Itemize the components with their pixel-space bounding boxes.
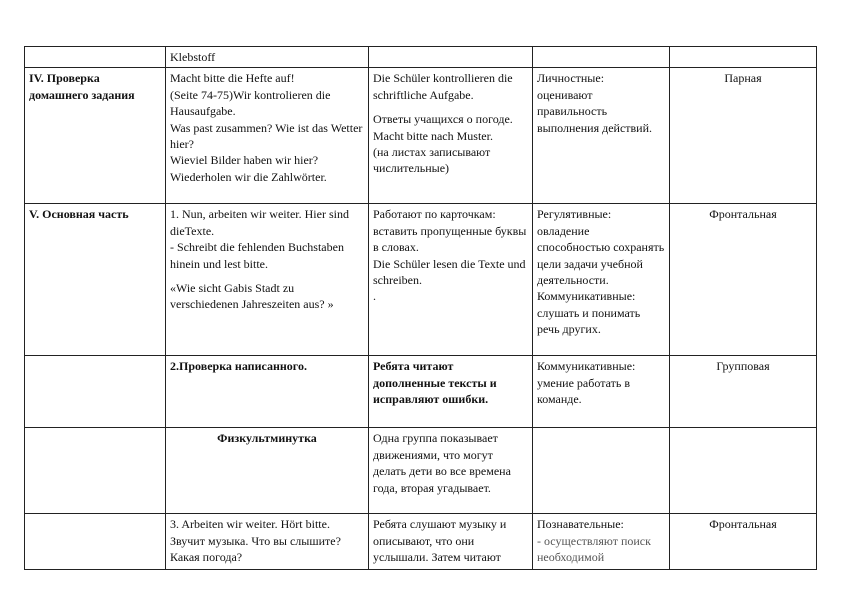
- cell-text: - Schreibt die fehlenden Buchstaben hinein und lest bitte.: [170, 240, 347, 271]
- stage-title: IV. Проверка домашнего задания: [29, 71, 135, 102]
- cell-text: Коммуникативные: умение работать в команде.: [537, 359, 639, 407]
- cell-text: оценивают правильность выполнения действий.: [537, 87, 653, 135]
- cell-text: Познавательные:: [537, 517, 624, 532]
- cell-text: Фронтальная: [709, 207, 777, 222]
- uud-cell: [533, 428, 670, 514]
- student-activity-cell: [369, 356, 533, 428]
- table-row: [25, 428, 817, 514]
- table-row: [25, 356, 817, 428]
- cell-text: Групповая: [716, 359, 770, 374]
- stage-cell: [25, 356, 166, 428]
- cell-text: Личностные:: [537, 71, 605, 86]
- student-activity-cell: [369, 514, 533, 570]
- table-row: [25, 514, 817, 570]
- teacher-activity-cell: [166, 428, 369, 514]
- lesson-plan-table: [24, 46, 817, 570]
- cell-text: Работают по карточкам: вставить пропущенные буквы в словах.: [373, 207, 530, 255]
- cell-text: 3. Arbeiten wir weiter. Hört bitte. Звучит музыка. Что вы слышите? Какая погода?: [170, 517, 344, 565]
- cell-text: Wiederholen wir die Zahlwörter.: [170, 169, 327, 184]
- uud-cell: [533, 204, 670, 356]
- cell-text: Ребята слушают музыку и описывают, что они услышали. Затем читают: [373, 517, 510, 565]
- cell-text: Was past zusammen? Wie ist das Wetter hier?: [170, 120, 366, 152]
- cell-text: Ребята читают дополненные тексты и исправляют ошибки.: [373, 359, 500, 407]
- cell-text: Macht bitte nach Muster.: [373, 128, 493, 143]
- teacher-activity-cell: [166, 514, 369, 570]
- cell-text: Die Schüler kontrollieren die schriftliche Aufgabe.: [373, 71, 516, 102]
- uud-cell: [533, 47, 670, 68]
- cell-text: Коммуникативные: слушать и понимать речь других.: [537, 289, 644, 337]
- stage-cell: [25, 68, 166, 204]
- student-activity-cell: [369, 68, 533, 204]
- cell-text: 2.Проверка написанного.: [170, 359, 307, 374]
- cell-text: (Seite 74-75)Wir kontrolieren die Hausaufgabe.: [170, 87, 334, 119]
- student-activity-cell: [369, 47, 533, 68]
- student-activity-cell: [369, 428, 533, 514]
- cell-text: - осуществляют поиск необходимой: [537, 533, 654, 565]
- cell-text: Die Schüler lesen die Texte und schreiben.: [373, 256, 529, 288]
- student-activity-cell: [369, 204, 533, 356]
- form-cell: [670, 68, 817, 204]
- stage-title: V. Основная часть: [29, 207, 129, 222]
- table-row: [25, 204, 817, 356]
- cell-text: «Wie sicht Gabis Stadt zu verschiedenen Jahreszeiten aus? »: [170, 281, 334, 312]
- uud-cell: [533, 68, 670, 204]
- stage-cell: [25, 514, 166, 570]
- form-cell: [670, 428, 817, 514]
- cell-text: Macht bitte die Hefte auf!: [170, 71, 295, 86]
- cell-text: Физкультминутка: [217, 431, 317, 446]
- cell-text: Регулятивные: овладение способностью сохранять цели задачи учебной деятельности.: [537, 207, 668, 288]
- stage-cell: [25, 47, 166, 68]
- form-cell: [670, 356, 817, 428]
- cell-text: Фронтальная: [709, 517, 777, 532]
- cell-text: Klebstoff: [170, 50, 216, 64]
- table-row: [25, 68, 817, 204]
- teacher-activity-cell: [166, 204, 369, 356]
- cell-text: .: [373, 289, 376, 304]
- stage-cell: [25, 428, 166, 514]
- uud-cell: [533, 514, 670, 570]
- teacher-activity-cell: [166, 356, 369, 428]
- form-cell: [670, 514, 817, 570]
- form-cell: [670, 204, 817, 356]
- cell-text: Ответы учащихся о погоде.: [373, 112, 513, 127]
- cell-text: (на листах записывают числительные): [373, 145, 494, 176]
- cell-text: Одна группа показывает движениями, что могут делать дети во все времена года, вторая угадывает.: [373, 431, 514, 495]
- form-cell: [670, 47, 817, 68]
- uud-cell: [533, 356, 670, 428]
- cell-text: Парная: [724, 71, 762, 86]
- teacher-activity-cell: [166, 68, 369, 204]
- cell-text: 1. Nun, arbeiten wir weiter. Hier sind dieTexte.: [170, 207, 352, 238]
- cell-text: Wieviel Bilder haben wir hier?: [170, 153, 319, 168]
- teacher-activity-cell: [166, 47, 369, 68]
- stage-cell: [25, 204, 166, 356]
- table-row: [25, 47, 817, 68]
